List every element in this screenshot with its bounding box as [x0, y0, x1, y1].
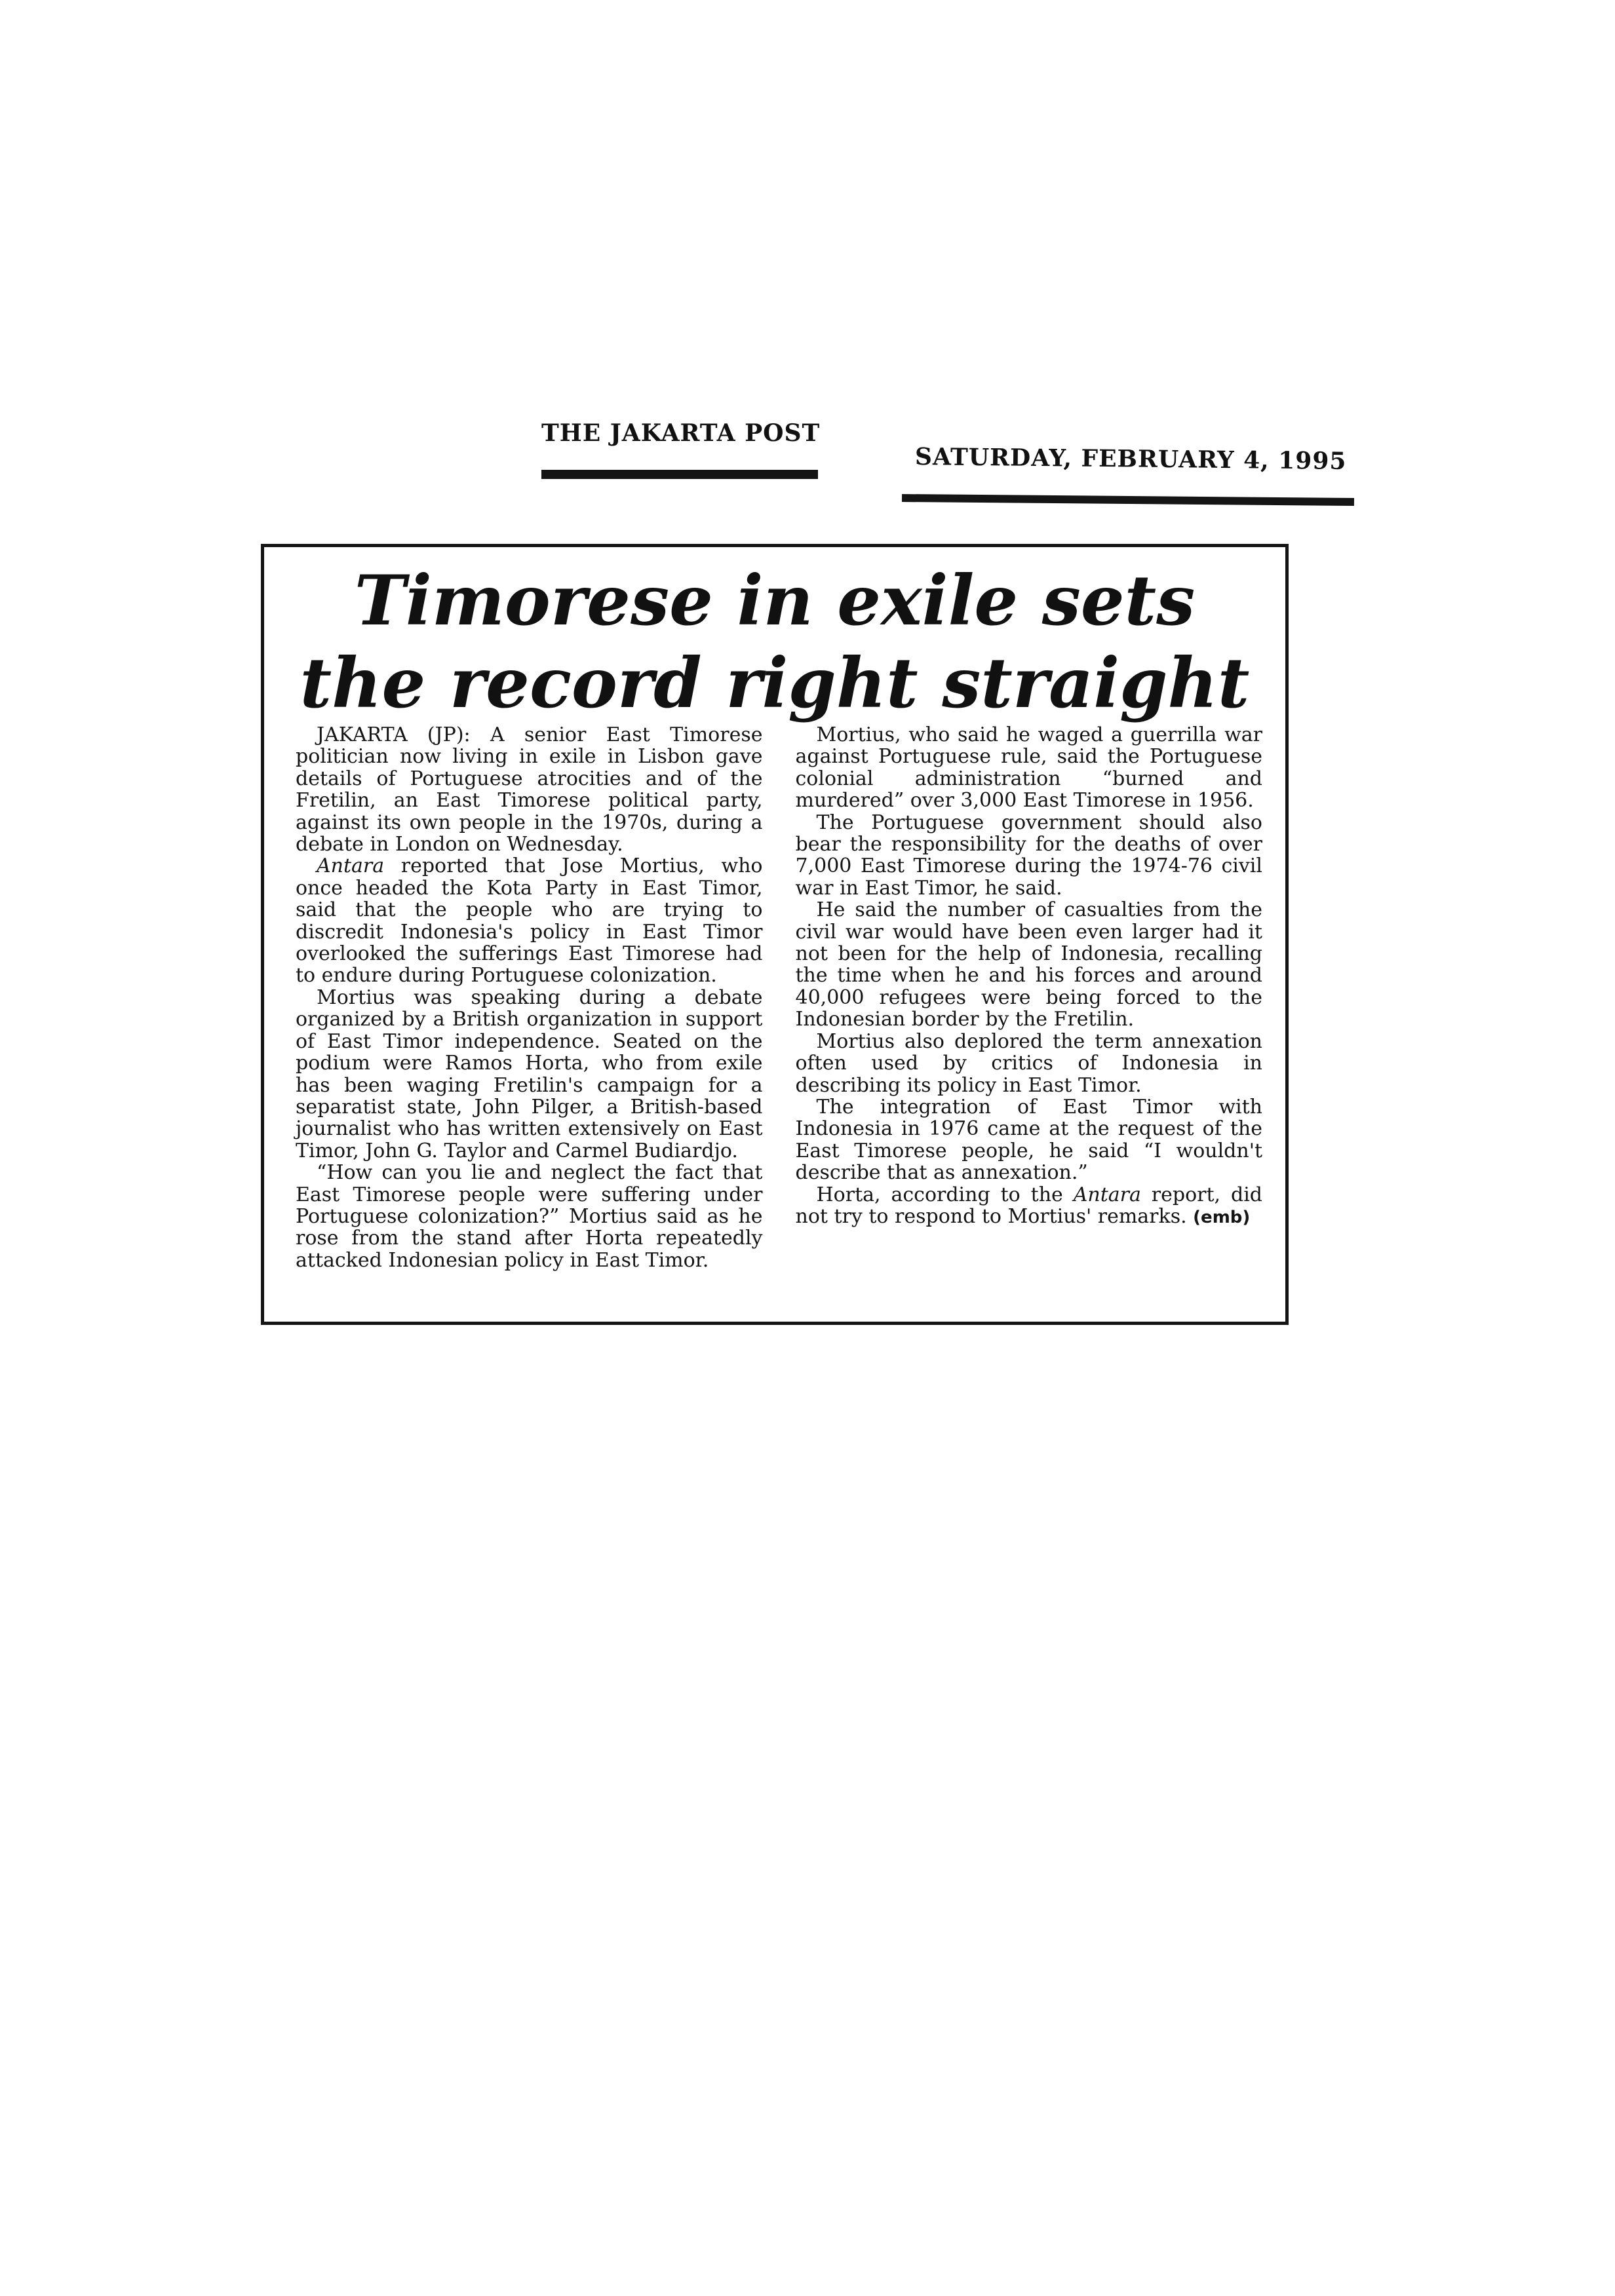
headline-line-2: the record right straight — [300, 642, 1250, 723]
paragraph-8: Mortius also deplored the term annexation often used by critics of Indonesia in describing its policy in East Timor. — [795, 1029, 1262, 1097]
source-name-2: Antara — [1073, 1183, 1141, 1206]
masthead-rule-right — [902, 494, 1354, 506]
paragraph-4: “How can you lie and neglect the fact that East Timorese people were suffering under Portuguese colonization?” Mortius said as he rose from the stand after Horta repeatedly attacked Indonesian policy in East Timor. — [296, 1161, 763, 1272]
source-name: Antara — [317, 854, 385, 878]
newspaper-name: THE JAKARTA POST — [541, 419, 821, 447]
paragraph-2 — [296, 855, 763, 986]
paragraph-7: He said the number of casualties from the civil war would have been even larger had it not been for the help of Indonesia, recalling the time when he and his forces and around 40,000 refugees were being forced to the Indonesian border by the Fretilin. — [795, 898, 1262, 1031]
paragraph-1: JAKARTA (JP): A senior East Timorese politician now living in exile in Lisbon gave details of Portuguese atrocities and of the Fretilin, an East Timorese political party, against its own people in the 1970s, during a debate in London on Wednesday. — [296, 723, 763, 856]
paragraph-10-text-b: report, did not try to respond to Mortius' remarks. — [795, 1183, 1262, 1228]
headline-line-1: Timorese in exile sets — [354, 560, 1196, 641]
article-headline — [264, 559, 1285, 724]
paragraph-6: The Portuguese government should also bear the responsibility for the deaths of over 7,000 East Timorese during the 1974-76 civil war in East Timor, he said. — [795, 811, 1262, 900]
author-signature: (emb) — [1193, 1207, 1251, 1227]
paragraph-2-text: reported that Jose Mortius, who once headed the Kota Party in East Timor, said that the people who are trying to discredit Indonesia's policy in East Timor overlooked the sufferings East Timorese had to endure during Portuguese colonization. — [296, 854, 763, 987]
paragraph-9: The integration of East Timor with Indonesia in 1976 came at the request of the East Timorese people, he said “I wouldn't describe that as annexation.” — [795, 1095, 1262, 1185]
masthead-rule-left — [541, 470, 818, 479]
paragraph-10 — [796, 1184, 1263, 1229]
paragraph-10-text-a: Horta, according to the — [816, 1183, 1074, 1206]
article-box — [261, 544, 1289, 1325]
paragraph-3: Mortius was speaking during a debate organized by a British organization in support of East Timor independence. Seated on the podium were Ramos Horta, who from exile has been waging Fretilin's campaign for a separatist state, John Pilger, a British-based journalist who has written extensively on East Timor, John G. Taylor and Carmel Budiardjo. — [296, 985, 763, 1162]
paragraph-5: Mortius, who said he waged a guerrilla war against Portuguese rule, said the Portuguese colonial administration “burned and murdered” over 3,000 East Timorese in 1956. — [795, 723, 1262, 813]
article-body — [296, 724, 1262, 1271]
publication-date: SATURDAY, FEBRUARY 4, 1995 — [914, 443, 1347, 475]
